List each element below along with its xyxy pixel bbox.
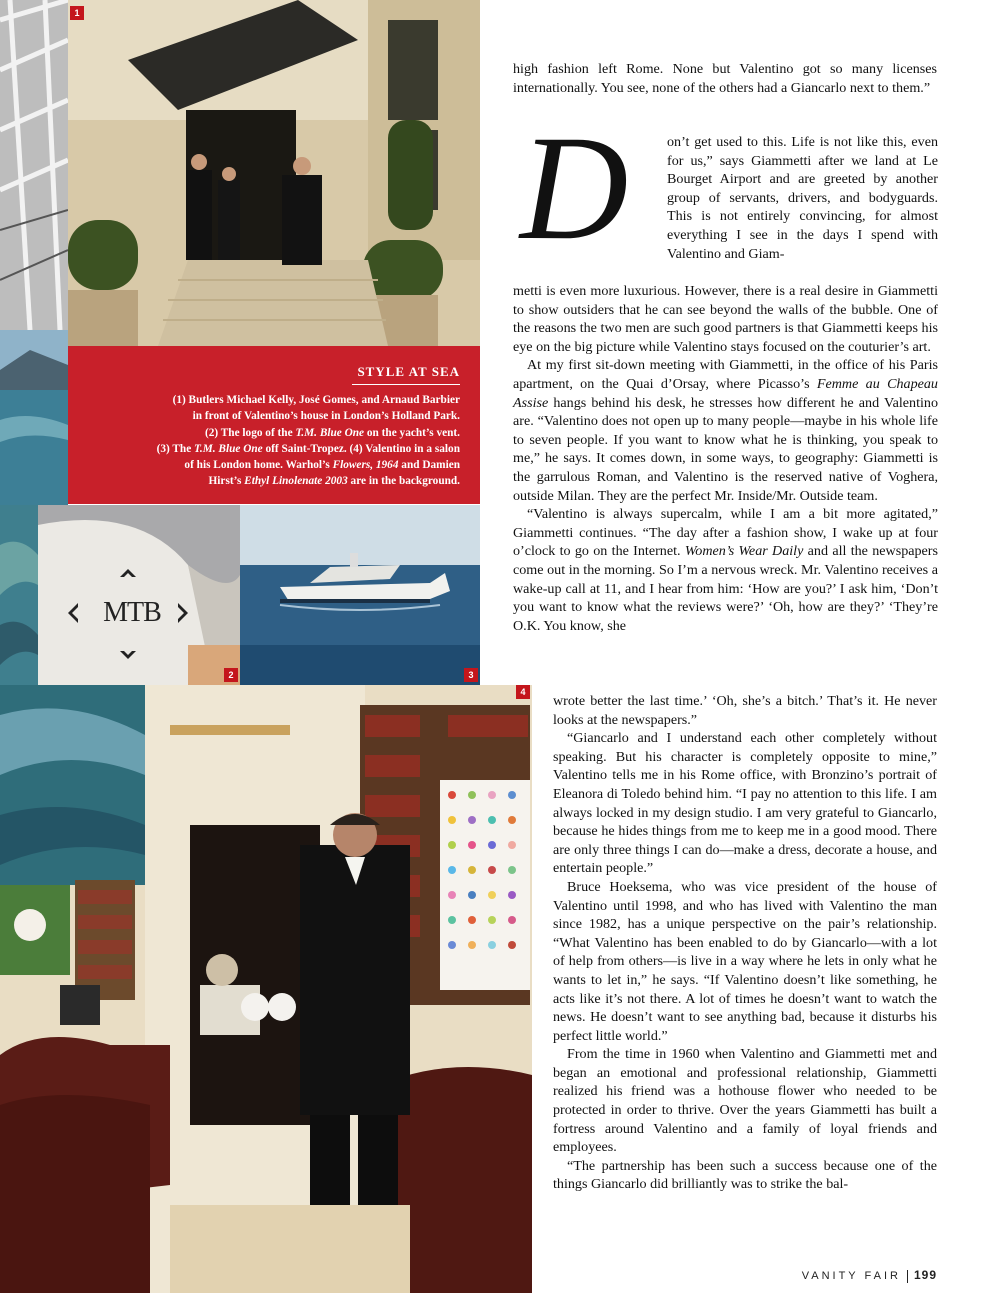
caption-line: Hirst’s <box>208 475 245 488</box>
caption-line: and Damien <box>398 459 460 472</box>
article-paragraph <box>513 356 938 505</box>
photo-coast-strip <box>0 330 68 505</box>
caption-line: (2) The logo of the <box>204 426 296 439</box>
article-continued-paragraph <box>513 60 937 97</box>
photo-label-1: 1 <box>70 6 84 20</box>
artwork-title: Femme au Chapeau Assise <box>513 375 938 411</box>
photo-painting-strip <box>0 505 38 685</box>
article-text: and all the newspapers come out in the morning. So I’m a nervous wreck. Mr. Valentino receives a wake-up call at 11, and I hear from him: ‘How are you?’ I ask him, ‘Don’t you want to know what the reviews were?’ ‘Oh, how are they?’ ‘They’re O.K. You know, she <box>513 543 938 634</box>
caption-title: STYLE AT SEA <box>357 364 460 379</box>
article-paragraph: on’t get used to this. Life is not like this, even for us,” says Giammetti after we land at Le Bourget Airport and are greeted by another group of servants, drivers, and bodyguards. This is not entirely convincing, for almost everything I see in the days I spend with Valentino and Giam- <box>667 134 938 262</box>
photo-label-3: 3 <box>464 668 478 682</box>
caption-line: on the yacht’s vent. <box>364 426 460 439</box>
caption-italic: T.M. Blue One <box>295 426 365 439</box>
article-text: “Valentino is always supercalm, while I am a bit more agitated,” Giammetti continues. “The day after a fashion show, I wake up at four o’clock to go on the Internet. <box>513 506 938 560</box>
article-main-column <box>513 282 938 635</box>
article-paragraph <box>513 505 938 635</box>
article-lower-column <box>553 692 937 1194</box>
caption-italic: Flowers, 1964 <box>332 459 399 472</box>
caption-line: (3) The <box>156 442 195 455</box>
caption-divider <box>352 384 460 385</box>
article-paragraph: wrote better the last time.’ ‘Oh, she’s a bitch.’ That’s it. He never looks at the newspapers.” <box>553 693 937 728</box>
article-paragraph: metti is even more luxurious. However, there is a real desire in Giammetti to show outsiders that he can see beyond the walls of the bubble. One of the reasons the two men are such good partners is that Giammetti keeps his eye on the big picture while Valentino stays focused on the couturier’s art. <box>513 283 938 355</box>
article-paragraph: From the time in 1960 when Valentino and Giammetti met and began an emotional and professional relationship, Giammetti realized his friend was a hothouse flower who needed to be protected in order to thrive. Over the years Giammetti has built a fortress around Valentino and a family of loyal friends and employees. <box>553 1046 937 1156</box>
publication-title: Women’s Wear Daily <box>684 543 804 560</box>
caption-text <box>88 392 460 490</box>
article-text: hangs behind his desk, he stresses how different he and Valentino are. “Valentino does not open up to many people—maybe in his whole life to seven people. If you want to know what he is thinking, you speak to me,” he says. It comes down, in some ways, to geography: Giammetti is the garrulous Roman, and Valentino is the reserved native of Voghera, outside Milan. They are the perfect Mr. Inside/Mr. Outside team. <box>513 394 938 504</box>
page-footer <box>802 1268 937 1283</box>
drop-cap: D <box>520 105 629 271</box>
caption-line: are in the background. <box>347 475 460 488</box>
photo-label-2: 2 <box>224 668 238 682</box>
photo-house-entrance <box>68 0 480 346</box>
article-paragraph: “Giancarlo and I understand each other completely without speaking. But his character is completely opposite to mine,” Valentino tells me in his Rome office, with Bronzino’s portrait of Eleanora di Toledo behind him. “I pay no attention to this life. I am always locked in my design studio. I am very grateful to Giancarlo, because he hides things from me to keep me in a good mood. There are only three things I can do—make a dress, decorate a house, and entertain people.” <box>553 730 937 877</box>
caption-line: in front of Valentino’s house in London’s Holland Park. <box>192 410 460 423</box>
photo-yacht-logo <box>38 505 240 685</box>
caption-italic: T.M. Blue One <box>194 442 263 455</box>
article-paragraph: “The partnership has been such a success because one of the things Giancarlo did brilliantly was to strike the bal- <box>553 1157 937 1193</box>
yacht-logo-mark: MTB <box>103 597 161 628</box>
caption-line: off Saint-Tropez. (4) Valentino in a salon <box>262 442 460 455</box>
caption-line: of his London home. Warhol’s <box>184 459 333 472</box>
article-paragraph: high fashion left Rome. None but Valentino got so many licenses internationally. You see, none of the others had a Giancarlo next to them.” <box>513 61 937 96</box>
caption-italic: Ethyl Linolenate 2003 <box>244 475 348 488</box>
caption-box <box>68 346 480 504</box>
caption-line: (1) Butlers Michael Kelly, José Gomes, and Arnaud Barbier <box>172 394 460 406</box>
photo-chairs-strip <box>0 0 68 330</box>
article-text: At my first sit-down meeting with Giammetti, in the office of his Paris apartment, on the Quai d’Orsay, where Picasso’s <box>513 357 938 392</box>
article-dropcap-paragraph <box>667 133 938 263</box>
page-number: 199 <box>913 1268 937 1282</box>
article-paragraph: Bruce Hoeksema, who was vice president of the house of Valentino until 1998, and who has lived with Valentino the man since 1982, has a unique perspective on the pair’s relationship. “What Valentino has been enabled to do by Giancarlo—with a lot of help from others—is live in a way where he lets in only what he wants to let in,” he says. “If Valentino doesn’t like something, he acts like it’s not there. A lot of times he doesn’t want to watch the news. He doesn’t want to see anything bad, because it disturbs his perfect little world.” <box>553 878 937 1044</box>
footer-divider <box>907 1270 908 1283</box>
photo-label-4: 4 <box>516 685 530 699</box>
magazine-name: VANITY FAIR <box>801 1270 901 1282</box>
photo-valentino-salon <box>0 685 532 1293</box>
photo-yacht-at-sea <box>240 505 480 685</box>
